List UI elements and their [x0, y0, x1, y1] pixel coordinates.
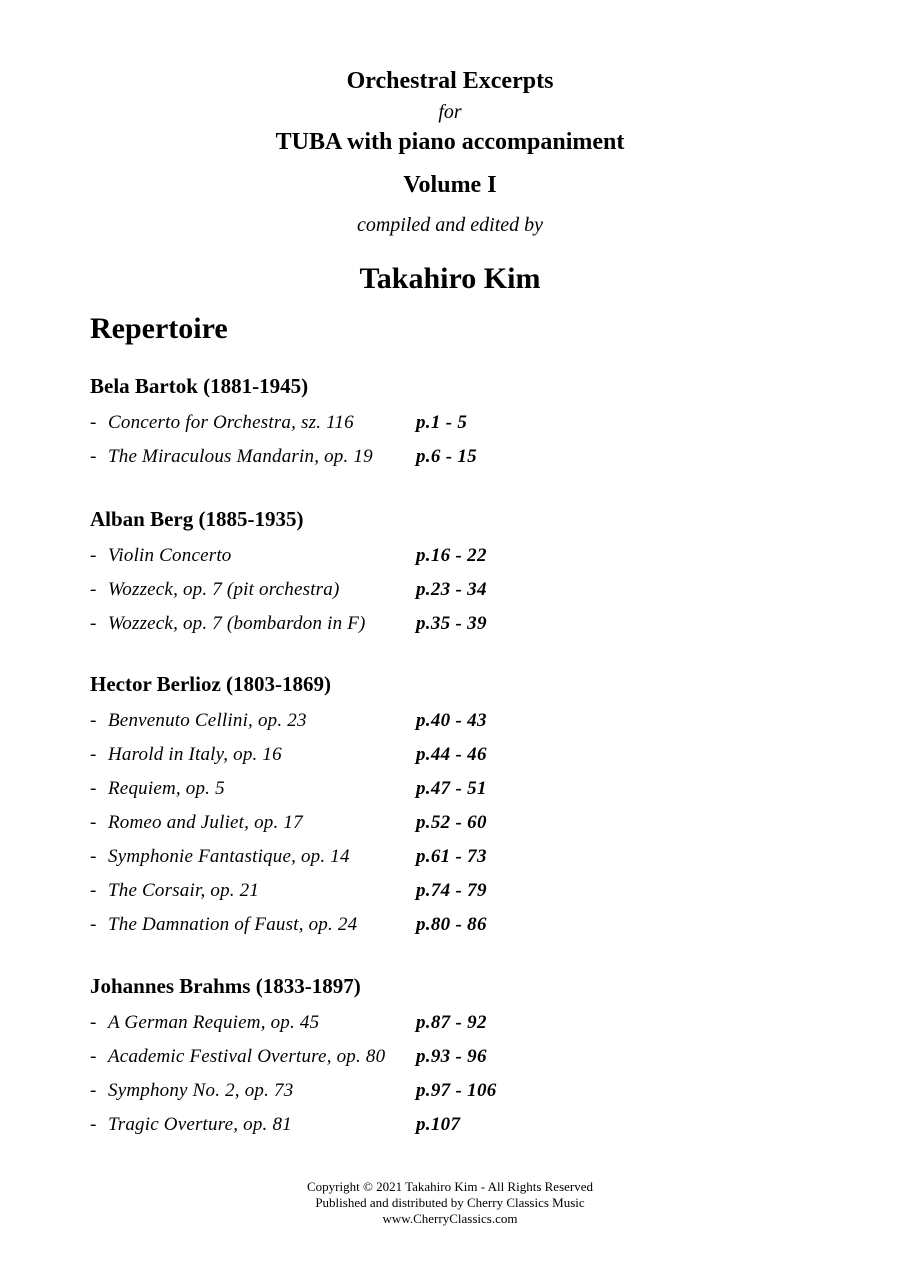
work-row	[90, 914, 590, 938]
work-pages: p.74 - 79	[416, 880, 487, 901]
list-dash: -	[90, 1080, 97, 1101]
work-row	[90, 1080, 590, 1104]
work-row	[90, 446, 590, 470]
work-title: Academic Festival Overture, op. 80	[108, 1046, 386, 1067]
work-row	[90, 778, 590, 802]
document-subtitle: TUBA with piano accompaniment	[275, 129, 625, 155]
work-title: Requiem, op. 5	[108, 778, 225, 799]
work-pages: p.23 - 34	[416, 579, 487, 600]
work-title: Romeo and Juliet, op. 17	[108, 812, 303, 833]
work-title: The Miraculous Mandarin, op. 19	[108, 446, 373, 467]
compiled-by-label: compiled and edited by	[356, 214, 544, 236]
list-dash: -	[90, 1114, 97, 1135]
work-row	[90, 613, 590, 637]
work-pages: p.107	[416, 1114, 461, 1135]
composer-heading: Johannes Brahms (1833-1897)	[90, 974, 361, 998]
work-title: Symphonie Fantastique, op. 14	[108, 846, 350, 867]
list-dash: -	[90, 846, 97, 867]
list-dash: -	[90, 579, 97, 600]
work-pages: p.87 - 92	[416, 1012, 487, 1033]
work-title: The Corsair, op. 21	[108, 880, 260, 901]
list-dash: -	[90, 812, 97, 833]
document-title: Orchestral Excerpts	[346, 68, 554, 94]
work-row	[90, 412, 590, 436]
repertoire-heading: Repertoire	[90, 312, 228, 345]
work-pages: p.44 - 46	[416, 744, 487, 765]
author-name: Takahiro Kim	[359, 262, 541, 295]
work-title: Wozzeck, op. 7 (pit orchestra)	[108, 579, 340, 600]
work-pages: p.61 - 73	[416, 846, 487, 867]
list-dash: -	[90, 613, 97, 634]
work-title: Tragic Overture, op. 81	[108, 1114, 292, 1135]
work-title: Benvenuto Cellini, op. 23	[108, 710, 307, 731]
work-title: The Damnation of Faust, op. 24	[108, 914, 358, 935]
footer-copyright: Copyright © 2021 Takahiro Kim - All Rights Reserved	[306, 1179, 594, 1194]
work-pages: p.1 - 5	[416, 412, 468, 433]
work-title: Wozzeck, op. 7 (bombardon in F)	[108, 613, 366, 634]
composer-heading: Bela Bartok (1881-1945)	[90, 374, 309, 398]
list-dash: -	[90, 446, 97, 467]
work-pages: p.93 - 96	[416, 1046, 487, 1067]
work-pages: p.47 - 51	[416, 778, 487, 799]
composer-heading: Alban Berg (1885-1935)	[90, 507, 304, 531]
work-pages: p.6 - 15	[416, 446, 477, 467]
footer-publisher: Published and distributed by Cherry Classics Music	[315, 1195, 585, 1210]
work-pages: p.35 - 39	[416, 613, 487, 634]
list-dash: -	[90, 710, 97, 731]
list-dash: -	[90, 744, 97, 765]
composer-heading: Hector Berlioz (1803-1869)	[90, 672, 332, 696]
work-row	[90, 579, 590, 603]
for-label: for	[438, 101, 462, 123]
work-pages: p.80 - 86	[416, 914, 487, 935]
work-pages: p.52 - 60	[416, 812, 487, 833]
volume-label: Volume I	[403, 172, 497, 198]
work-title: Symphony No. 2, op. 73	[108, 1080, 294, 1101]
work-title: Harold in Italy, op. 16	[108, 744, 282, 765]
list-dash: -	[90, 545, 97, 566]
list-dash: -	[90, 412, 97, 433]
work-row	[90, 1114, 590, 1138]
footer-website[interactable]: www.CherryClassics.com	[382, 1211, 518, 1226]
work-pages: p.16 - 22	[416, 545, 487, 566]
list-dash: -	[90, 914, 97, 935]
work-pages: p.40 - 43	[416, 710, 487, 731]
work-row	[90, 1012, 590, 1036]
work-title: Violin Concerto	[108, 545, 232, 566]
work-title: A German Requiem, op. 45	[108, 1012, 320, 1033]
work-row	[90, 744, 590, 768]
list-dash: -	[90, 880, 97, 901]
list-dash: -	[90, 778, 97, 799]
work-row	[90, 1046, 590, 1070]
list-dash: -	[90, 1012, 97, 1033]
work-row	[90, 880, 590, 904]
work-pages: p.97 - 106	[416, 1080, 497, 1101]
work-row	[90, 846, 590, 870]
work-row	[90, 710, 590, 734]
work-row	[90, 812, 590, 836]
list-dash: -	[90, 1046, 97, 1067]
work-title: Concerto for Orchestra, sz. 116	[108, 412, 354, 433]
work-row	[90, 545, 590, 569]
